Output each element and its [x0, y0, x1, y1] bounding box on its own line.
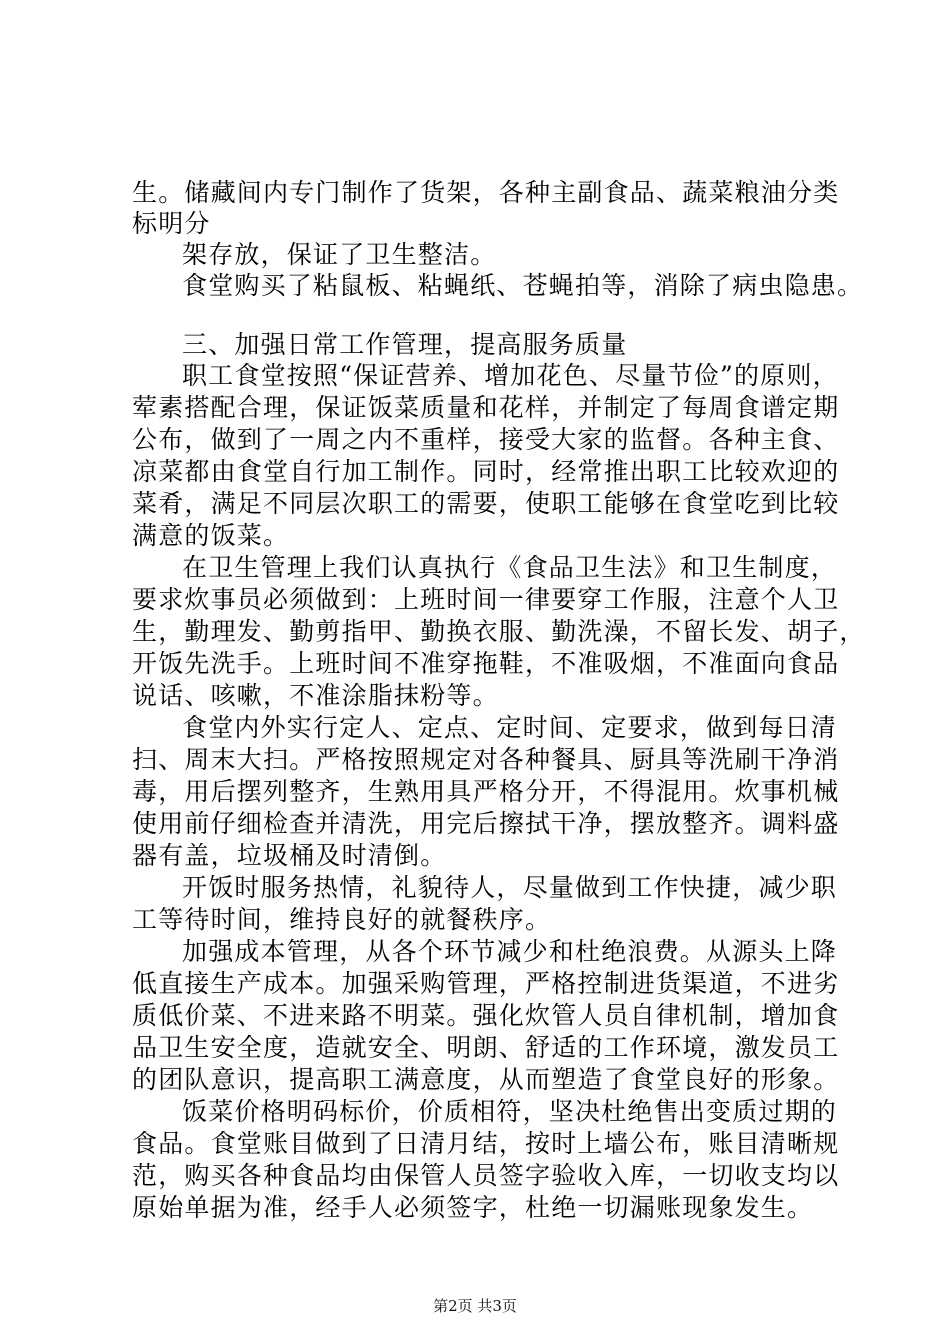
text-line: 加强成本管理，从各个环节减少和杜绝浪费。从源头上降 [182, 937, 838, 966]
text-line: 职工食堂按照“保证营养、增加花色、尽量节俭”的原则， [182, 361, 839, 390]
text-line: 在卫生管理上我们认真执行《食品卫生法》和卫生制度， [182, 553, 838, 582]
text-line: 使用前仔细检查并清洗，用完后擦拭干净，摆放整齐。调料盛 [132, 809, 840, 838]
text-line: 原始单据为准，经手人必须签字，杜绝一切漏账现象发生。 [132, 1193, 814, 1222]
text-line: 生，勤理发、勤剪指甲、勤换衣服、勤洗澡，不留长发、胡子， [132, 617, 866, 646]
text-line: 低直接生产成本。加强采购管理，严格控制进货渠道，不进劣 [132, 969, 840, 998]
text-line: 食品。食堂账目做到了日清月结，按时上墙公布，账目清晰规 [132, 1129, 840, 1158]
page-footer: 第2页 共3页 [433, 1297, 517, 1315]
text-line: 说话、咳嗽，不准涂脂抹粉等。 [132, 681, 499, 710]
text-line: 质低价菜、不进来路不明菜。强化炊管人员自律机制，增加食 [132, 1001, 840, 1030]
text-line: 器有盖，垃圾桶及时清倒。 [132, 841, 447, 870]
text-line: 生。储藏间内专门制作了货架，各种主副食品、蔬菜粮油分类 [132, 178, 840, 207]
text-line: 开饭先洗手。上班时间不准穿拖鞋，不准吸烟，不准面向食品 [132, 649, 840, 678]
text-line: 标明分 [132, 209, 211, 238]
text-line: 品卫生安全度，造就安全、明朗、舒适的工作环境，激发员工 [132, 1033, 840, 1062]
text-line: 饭菜价格明码标价，价质相符，坚决杜绝售出变质过期的 [182, 1097, 838, 1126]
text-line: 满意的饭菜。 [132, 521, 290, 550]
text-line: 荤素搭配合理，保证饭菜质量和花样，并制定了每周食谱定期 [132, 393, 840, 422]
text-line: 食堂内外实行定人、定点、定时间、定要求，做到每日清 [182, 713, 838, 742]
text-line: 的团队意识，提高职工满意度，从而塑造了食堂良好的形象。 [132, 1065, 840, 1094]
text-line: 要求炊事员必须做到：上班时间一律要穿工作服，注意个人卫 [132, 585, 840, 614]
text-line: 范，购买各种食品均由保管人员签字验收入库，一切收支均以 [132, 1161, 840, 1190]
section-heading: 三、加强日常工作管理，提高服务质量 [182, 330, 628, 359]
text-line: 公布，做到了一周之内不重样，接受大家的监督。各种主食、 [132, 425, 840, 454]
text-line: 开饭时服务热情，礼貌待人，尽量做到工作快捷，减少职 [182, 873, 838, 902]
text-line: 扫、周末大扫。严格按照规定对各种餐具、厨具等洗刷干净消 [132, 745, 840, 774]
text-line: 架存放，保证了卫生整洁。 [182, 240, 497, 269]
text-line: 凉菜都由食堂自行加工制作。同时，经常推出职工比较欢迎的 [132, 457, 840, 486]
text-line: 毒，用后摆列整齐，生熟用具严格分开，不得混用。炊事机械 [132, 777, 840, 806]
text-line: 菜肴，满足不同层次职工的需要，使职工能够在食堂吃到比较 [132, 489, 840, 518]
text-line: 工等待时间，维持良好的就餐秩序。 [132, 905, 552, 934]
text-line: 食堂购买了粘鼠板、粘蝇纸、苍蝇拍等，消除了病虫隐患。 [182, 271, 864, 300]
